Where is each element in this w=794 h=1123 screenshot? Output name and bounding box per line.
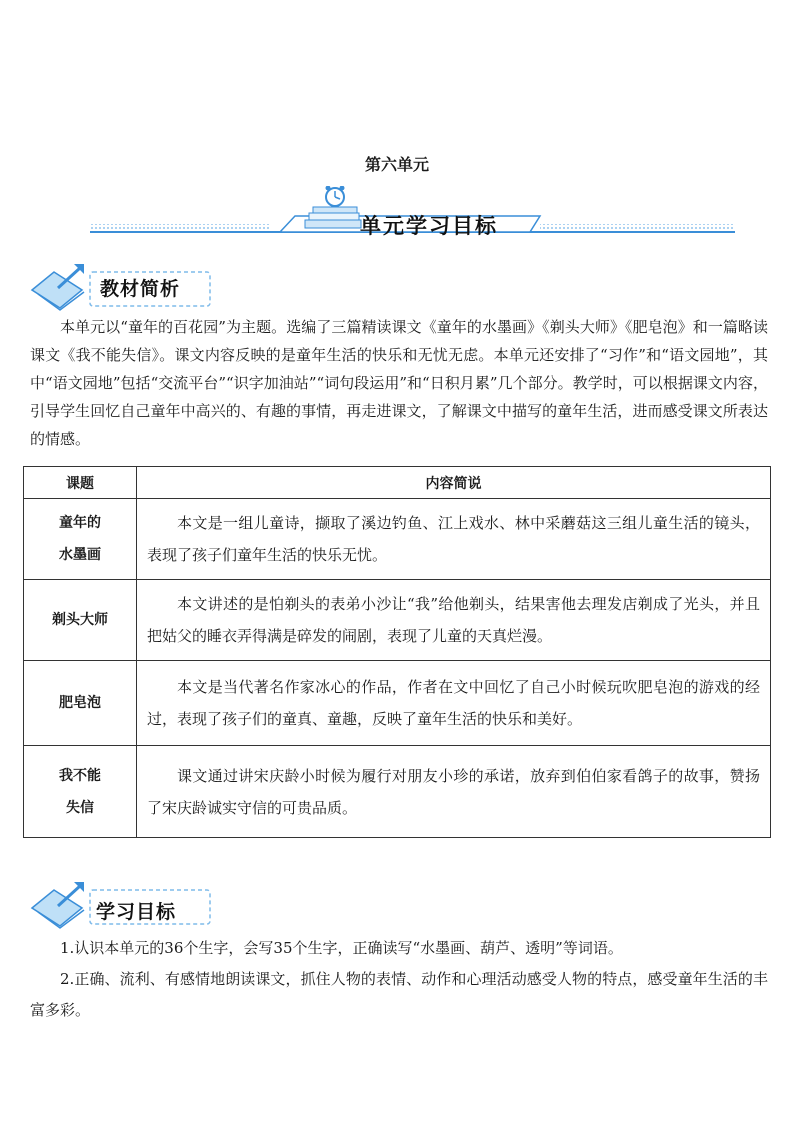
book-arrow-icon [32, 882, 84, 928]
banner-title: 单元学习目标 [360, 214, 498, 238]
lesson-title: 我不能 失信 [24, 746, 137, 838]
table-row [24, 661, 771, 746]
section-title: 学习目标 [96, 901, 177, 923]
lesson-summary: 本文讲述的是怕剃头的表弟小沙让“我”给他剃头，结果害他去理发店剃成了光头，并且把姑父的睡衣弄得满是碎发的闹剧，表现了儿童的天真烂漫。 [137, 580, 771, 661]
textbook-analysis-paragraph: 本单元以“童年的百花园”为主题。选编了三篇精读课文《童年的水墨画》《剃头大师》《肥皂泡》和一篇略读课文《我不能失信》。课文内容反映的是童年生活的快乐和无忧无虑。本单元还安排了“习作”和“语文园地”，其中“语文园地”包括“交流平台”“识字加油站”“词句段运用”和“日积月累”几个部分。教学时，可以根据课文内容，引导学生回忆自己童年中高兴的、有趣的事情，再走进课文，了解课文中描写的童年生活，进而感受课文所表达的情感。 [30, 318, 768, 448]
unit-title: 第六单元 [364, 155, 429, 174]
lesson-title: 肥皂泡 [24, 661, 137, 746]
book-stack-clock-icon [305, 186, 361, 228]
column-header: 课题 [24, 467, 137, 499]
table-row [24, 580, 771, 661]
lesson-summary: 本文是当代著名作家冰心的作品，作者在文中回忆了自己小时候玩吹肥皂泡的游戏的经过，表现了孩子们的童真、童趣，反映了童年生活的快乐和美好。 [137, 661, 771, 746]
lesson-summary: 课文通过讲宋庆龄小时候为履行对朋友小珍的承诺，放弃到伯伯家看鸽子的故事，赞扬了宋庆龄诚实守信的可贵品质。 [137, 746, 771, 838]
lesson-title: 剃头大师 [24, 580, 137, 661]
book-arrow-icon [32, 264, 84, 310]
goal-item: 2.正确、流利、有感情地朗读课文，抓住人物的表情、动作和心理活动感受人物的特点，感受童年生活的丰富多彩。 [30, 970, 768, 1019]
lesson-title: 童年的 水墨画 [24, 499, 137, 580]
content-table [23, 466, 771, 838]
goal-item: 1.认识本单元的36个生字，会写35个生字，正确读写“水墨画、葫芦、透明”等词语。 [60, 939, 623, 957]
table-header-row [24, 467, 771, 499]
section-title: 教材简析 [100, 278, 181, 300]
table-row [24, 499, 771, 580]
column-header: 内容简说 [137, 467, 771, 499]
table-row [24, 746, 771, 838]
lesson-summary: 本文是一组儿童诗，撷取了溪边钓鱼、江上戏水、林中采蘑菇这三组儿童生活的镜头，表现了孩子们童年生活的快乐无忧。 [137, 499, 771, 580]
